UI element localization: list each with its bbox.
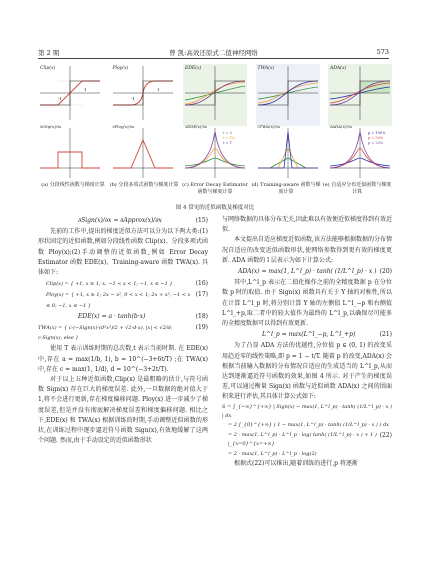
ada-derivative-plot [328, 124, 392, 186]
equation-21 [222, 330, 392, 340]
equation-15 [38, 216, 208, 226]
left-column [38, 215, 208, 446]
svg-text:1: 1 [84, 87, 87, 92]
ede-derivative-label: ∂EDE(x)/∂x [185, 124, 208, 129]
equation-21-number: (21) [379, 331, 392, 339]
ada-legend-3: p = 25% [368, 141, 384, 145]
issue-label: 第 2 期 [38, 49, 60, 57]
equation-16-body: Clip(x) = { +1, x ≥ 1; x, −1 < x < 1; −1, x ≤ −1 } [46, 281, 173, 288]
equation-22-row-3 [222, 431, 392, 449]
equation-17-body: Ploy(x) = { +1, x ≥ 1; 2x − x², 0 < x < 1; 2x + x², −1 < x ≤ 0; −1, x ≤ −1 } [46, 292, 191, 309]
ada-function-plot [328, 64, 392, 126]
ada-derivative-label: ∂ADA(x)/∂x [330, 124, 353, 129]
equation-18 [38, 312, 208, 322]
figure-subcaptions [38, 182, 392, 196]
equation-20-body: ADA(x) = max(1, L^l_p) · tanh( (1/L^l_p) · x ) [238, 268, 377, 276]
twa-label: TWA(x) [257, 66, 275, 71]
equation-22-line-2: = 2 ∫_{0}^{+∞} ( 1 − max(1, L^l_p) · tanh( (1/L^l_p) · x ) ) dx [228, 421, 389, 428]
twa-function-plot [256, 64, 320, 126]
equation-17-number: (17) [195, 291, 208, 299]
subcaption-d: (d) Training-aware 函数与梯度计算 [251, 182, 321, 195]
left-paragraph-2: 使用 T 表示训练时期的总次数,t 表示当前时期. 在 EDE(x) 中,存在 a = max(1/b, 1), b = 10^(−3+6t/T) ;在 TWA(x) 中,存在 c = max(1, 1/d), d = 10^(−3+2t/T). [38, 345, 208, 373]
subcaption-e: (e) 自适应分布近似函数与梯度计算 [322, 182, 392, 195]
equation-18-body: EDE(x) = a · tanh(b·x) [78, 312, 146, 320]
ploy-label: Ploy(x) [112, 66, 129, 71]
ede-legend-2: t = T/2 [223, 136, 236, 140]
ploy-derivative-label: ∂Ploy(x)/∂x [112, 124, 135, 129]
twa-derivative-plot [256, 124, 320, 186]
svg-text:1: 1 [156, 87, 160, 92]
subcaption-b: (b) 分段多项式函数与梯度计算 [109, 182, 179, 188]
ede-derivative-plot [183, 124, 247, 186]
clip-derivative-plot [38, 124, 102, 186]
svg-text:-1: -1 [130, 96, 135, 101]
equation-17 [38, 290, 208, 310]
figure-derivative-row [38, 124, 392, 186]
clip-label: Clip(x) [40, 66, 56, 71]
left-paragraph-3: 对于以上五种近似函数,Clip(x) 是最粗略的估计,与符号函数 Sign(x) 存在巨大的梯度误差. 此外,一旦数据的绝对值大于 1,将不会进行更新,存在梯度偏移问题. Ploy(x) 进一步减少了梯度误差,但是并没有彻底解决梯度误差和梯度偏移问题. 相比之下,EDE(x) 和 TWA(x) 根据训练的时期,手动调整近似函数的形状,在训练过程中逐步逼近符号函数 Sign(x),有效地缓解了这两个问题. 然而,由于手动设定的近似函数形状 [38, 376, 208, 445]
article-running-title: 曾 凯:高效还原式二值神经网络 [169, 49, 258, 57]
figure-function-row [38, 64, 392, 126]
equation-15-number: (15) [195, 217, 208, 224]
running-header [38, 48, 389, 59]
equation-20-number: (20) [379, 268, 392, 276]
equation-19-body: TWA(x) = { c·(−Sign(x)·(d²x²)/2 + √2·d·x), |x| < √2/d; c·Sign(x), else } [38, 325, 173, 342]
right-paragraph-4: 为了凸显 ADA 方法的优越性,分位值 p ∈ (0, 1) 的改变采用趋近零的线性策略,即 p = 1 − t/T. 随着 p 的改变,ADA(x) 会根据当前输入数据的分布情况自适应的生成适当的 L^l_p,从而达到逐渐逼近符号函数的效果,如图 4 所示. 对于产生的梯度误差,可以通过衡量 Sign(x) 函数与近似函数 ADA(x) 之间的围面积来进行评估,其具体计算公式如下: [222, 342, 392, 401]
equation-21-body: L^l_p = max(L^l_−p, L^l_+p) [262, 331, 356, 339]
ada-legend-2: p = 50% [368, 136, 384, 140]
right-paragraph-5: 根据式(22)可以推出,随着训练的进行,p 将逐渐 [234, 459, 358, 467]
equation-22-line-3: = 2 · max(1, L^l_p) · L^l_p · log( tanh( (1/L^l_p) · x ) + 1 ) |_{x=0}^{x=+∞} [228, 431, 377, 447]
equation-16 [38, 279, 208, 289]
ploy-derivative-plot [111, 124, 175, 186]
equation-16-number: (16) [195, 280, 208, 288]
figure-caption: 图 4 常见的近似函数及梯度对比 [175, 205, 255, 211]
left-paragraph-1: 先前的工作中,提出的梯度近似方法可以分为以下两大类:(1)形状固定的近似函数,例如分段线性函数 Clip(x)、分段多项式函数 Ploy(x);(2)手动调整的近似函数,例如 Error Decay Estimator 函数 EDE(x)、Training-aware 函数 TWA(x). 具体如下: [38, 228, 208, 277]
twa-derivative-label: ∂TWA(x)/∂x [257, 124, 281, 129]
ede-legend-3: t = T [223, 141, 232, 145]
equation-22-line-4: = 2 · max(1, L^l_p) · L^l_p · log(2) [228, 450, 317, 457]
ede-function-plot [183, 64, 247, 126]
subcaption-a: (a) 分段线性函数与梯度计算 [41, 182, 105, 188]
page-number: 573 [376, 48, 389, 56]
equation-19 [38, 323, 208, 343]
equation-22-number: (22) [379, 431, 392, 439]
subcaption-c: (c) Error Decay Estimator 函数与梯度计算 [182, 182, 248, 195]
right-paragraph-2: 本文提出自适应梯度近似函数,该方法能够根据数据的分布情况自适应的改变近似函数形状,使网络参数得到更有效的梯度更新. ADA 函数的 l 层表示为如下计算公式: [222, 236, 392, 264]
equation-22-line-1: S = ∫_{−∞}^{+∞} | Sign(x) − max(1, L^l_p) · tanh( (1/L^l_p) · x ) | dx [222, 403, 392, 419]
equation-15-body: ∂Sign(x)/∂x ≈ ∂Approx(x)/∂x [78, 217, 162, 224]
ada-label: ADA(x) [330, 66, 347, 71]
ploy-function-plot [111, 64, 175, 126]
ede-label: EDE(x) [185, 66, 202, 71]
right-column [222, 215, 392, 469]
equation-20 [222, 267, 392, 277]
right-paragraph-1: 与网络数据的具体分布无关,因此难以有效便近似梯度得到有效近似. [222, 216, 392, 234]
right-paragraph-3: 其中,L^l_p 表示在二值化操作之前的全精度数据 p 在分位数 p 时的取值. 由于 Sign(x) 函数具有关于 Y 轴的对称性,所以在计算 L^l_p 时,将分别计算 Y 轴的左侧值 L^l_−p 和右侧值 L^l_+p,取二者中的较大值作为最终的 L^l_p,以确保尽可能多的全精度数据可以得到有效更新. [222, 279, 392, 328]
ede-legend-1: t = 0 [223, 131, 232, 135]
clip-derivative-label: ∂Clip(x)/∂x [40, 124, 62, 129]
clip-function-plot [38, 64, 102, 126]
equation-18-number: (18) [195, 312, 208, 320]
equation-22 [222, 403, 392, 459]
equation-19-number: (19) [195, 324, 208, 332]
svg-text:-1: -1 [58, 96, 62, 101]
ada-legend-1: p = 100% [368, 131, 386, 135]
